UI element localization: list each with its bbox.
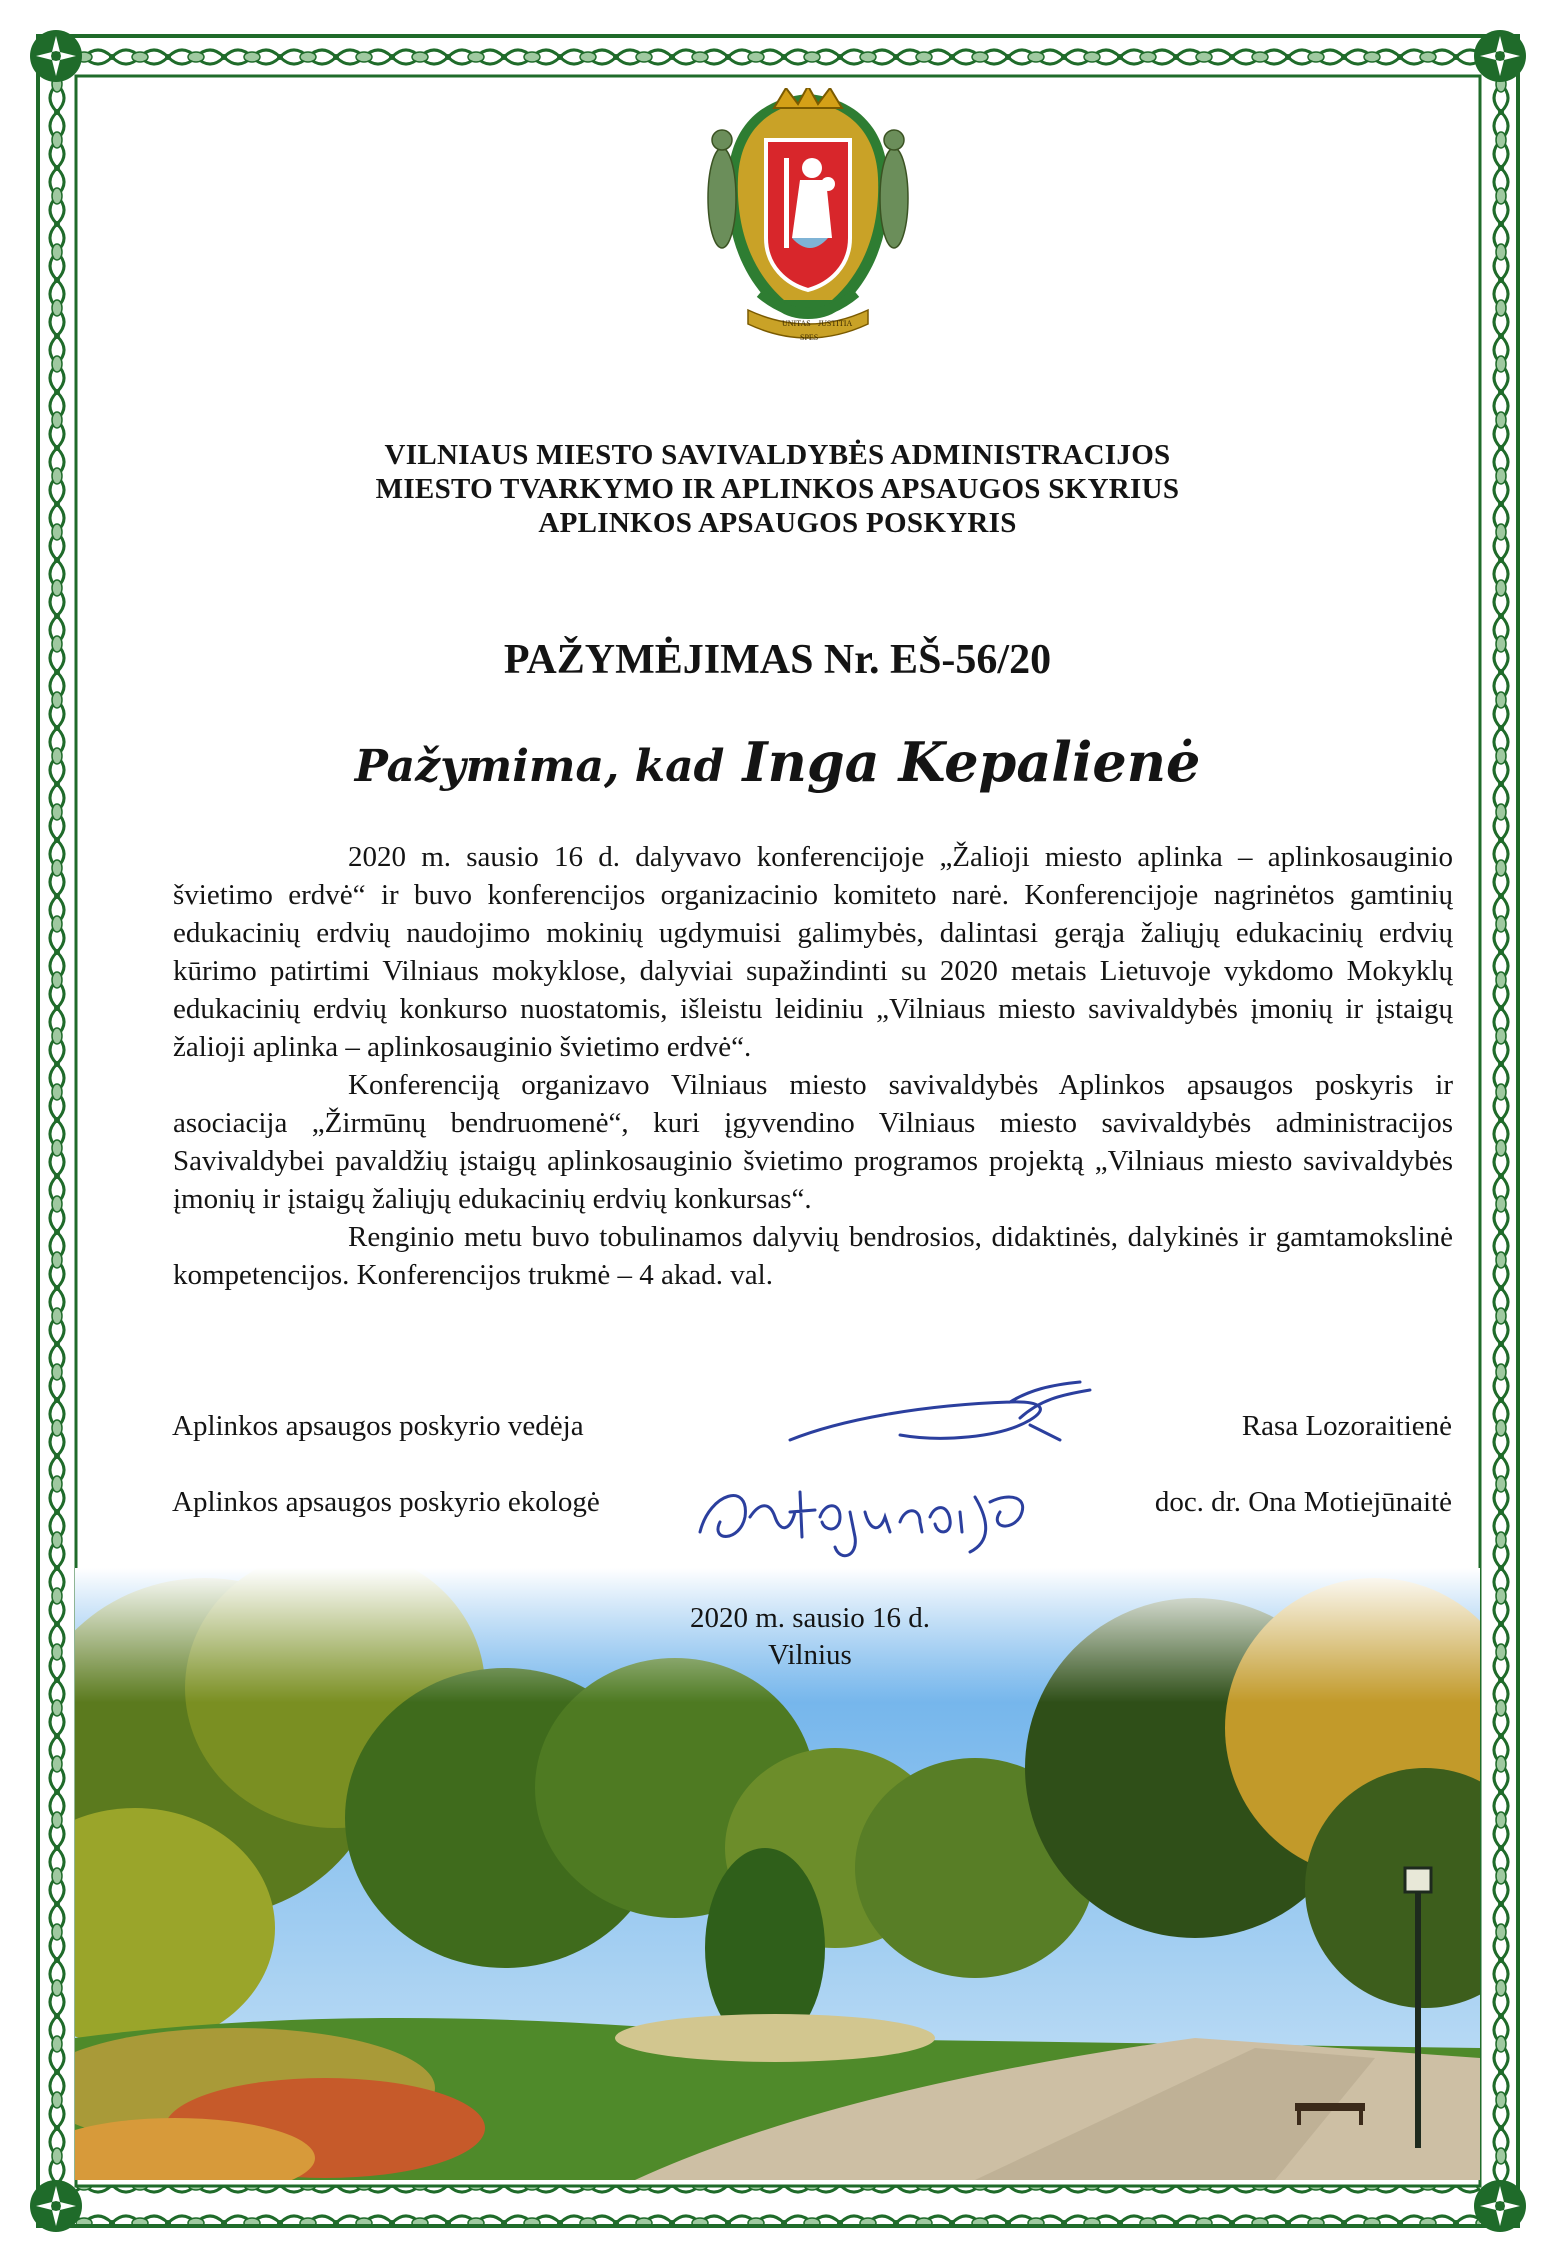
issuer-line-3: APLINKOS APSAUGOS POSKYRIS bbox=[538, 507, 1017, 539]
issuer-header bbox=[200, 438, 1355, 540]
signature-2 bbox=[690, 1462, 1090, 1572]
date-place-block bbox=[640, 1600, 980, 1674]
awardee-prefix: Pažymima, kad bbox=[354, 741, 725, 792]
body-paragraph-3: Renginio metu buvo tobulinamos dalyvių bendrosios, didaktinės, dalykinės ir gamtamokslinė kompetencijos. Konferencijos trukmė – 4 akad. val. bbox=[173, 1221, 1453, 1291]
awardee-line bbox=[200, 730, 1355, 794]
motto-bottom: SPES bbox=[800, 333, 819, 342]
issue-place: Vilnius bbox=[768, 1639, 852, 1671]
body-paragraph-1: 2020 m. sausio 16 d. dalyvavo konferencijoje „Žalioji miesto aplinka – aplinkosauginio švietimo erdvė“ ir buvo konferencijos organizacinio komiteto narė. Konferencijoje nagrinėtos gamtinių edukacinių erdvių naudojimo mokinių ugdymuisi galimybės, dalintasi gerąja žaliųjų edukacinių erdvių kūrimo patirtimi Vilniaus mokyklose, dalyviai supažindinti su 2020 metais Lietuvoje vykdomo Mokyklų edukacinių erdvių konkurso nuostatomis, išleistu leidiniu „Vilniaus miesto savivaldybės įmonių ir įstaigų žalioji aplinka – aplinkosauginio švietimo erdvė“. bbox=[173, 841, 1453, 1063]
issuer-line-2: MIESTO TVARKYMO IR APLINKOS APSAUGOS SKYRIUS bbox=[375, 473, 1180, 505]
issuer-line-1: VILNIAUS MIESTO SAVIVALDYBĖS ADMINISTRACIJOS bbox=[384, 439, 1171, 471]
signature-1 bbox=[780, 1380, 1140, 1460]
signatory-1-name: Rasa Lozoraitienė bbox=[1241, 1410, 1452, 1442]
vilnius-coat-of-arms bbox=[700, 88, 916, 358]
issue-date: 2020 m. sausio 16 d. bbox=[689, 1602, 931, 1634]
motto-left: UNITAS bbox=[782, 319, 811, 328]
signatory-1-position: Aplinkos apsaugos poskyrio vedėja bbox=[172, 1410, 584, 1442]
certificate-title: PAŽYMĖJIMAS Nr. EŠ-56/20 bbox=[503, 637, 1052, 683]
signatory-2-name: doc. dr. Ona Motiejūnaitė bbox=[1154, 1486, 1452, 1518]
certificate-body bbox=[173, 838, 1453, 1294]
signatory-2-position: Aplinkos apsaugos poskyrio ekologė bbox=[172, 1486, 600, 1518]
body-paragraph-2: Konferenciją organizavo Vilniaus miesto savivaldybės Aplinkos apsaugos poskyris ir asociacija „Žirmūnų bendruomenė“, kuri įgyvendino Vilniaus miesto savivaldybės administracijos Savivaldybei pavaldžių įstaigų aplinkosauginio švietimo programos projektą „Vilniaus miesto savivaldybės įmonių ir įstaigų žaliųjų edukacinių erdvių konkursas“. bbox=[173, 1069, 1453, 1215]
awardee-name: Inga Kepalienė bbox=[742, 730, 1201, 794]
motto-right: JUSTITIA bbox=[818, 319, 853, 328]
